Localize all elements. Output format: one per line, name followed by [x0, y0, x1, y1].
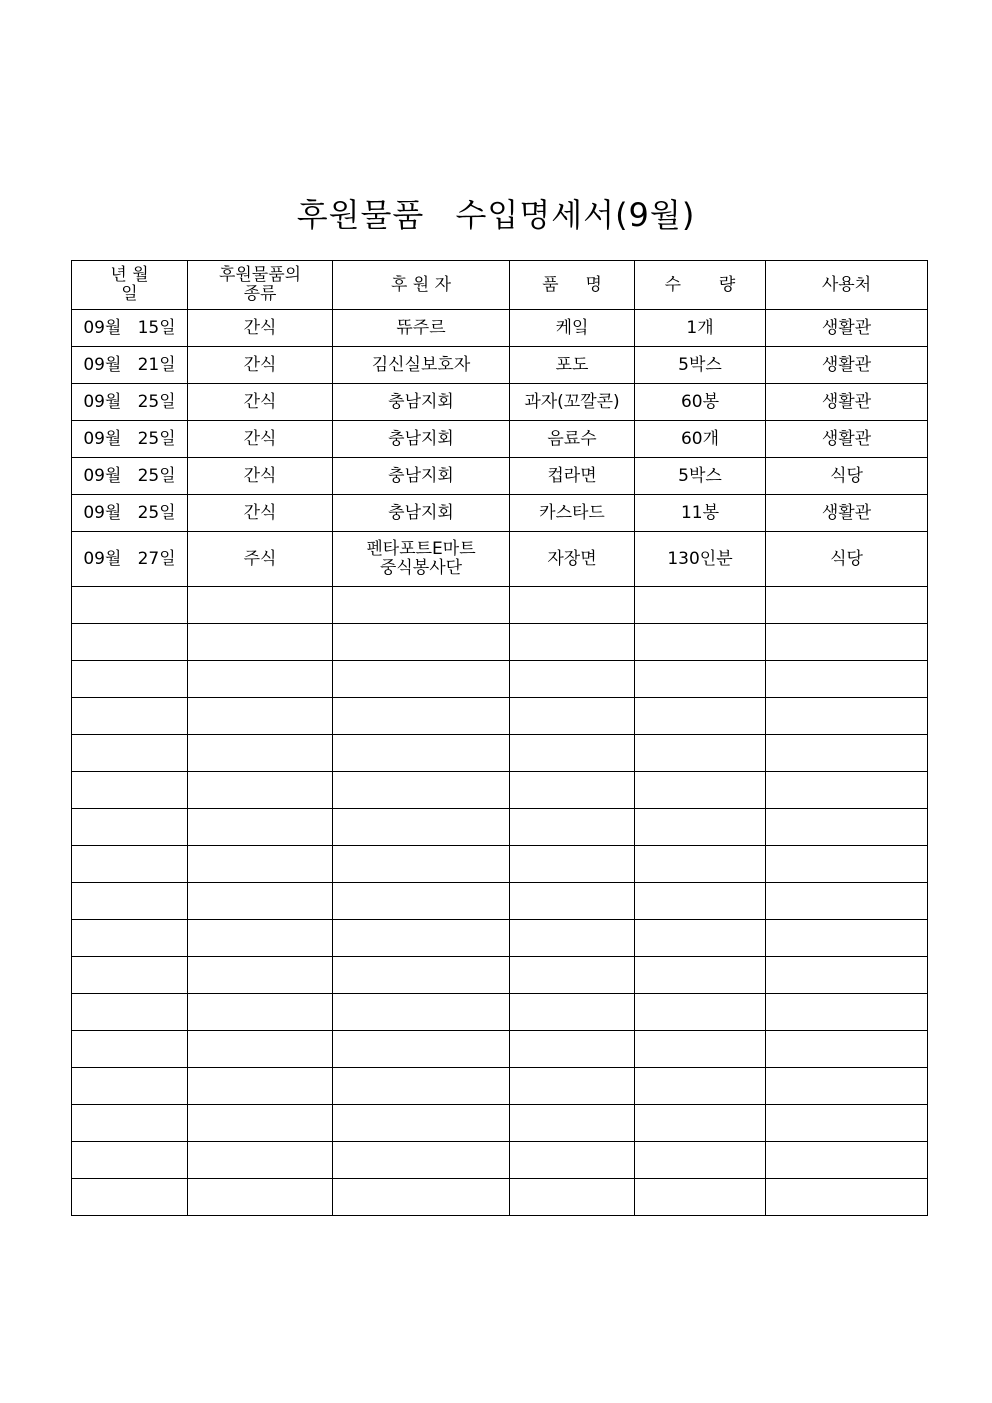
empty-cell — [188, 957, 333, 994]
empty-cell — [333, 809, 510, 846]
empty-cell — [766, 1068, 928, 1105]
item-type-cell: 간식 — [188, 458, 333, 495]
usage-cell: 생활관 — [766, 421, 928, 458]
donation-ledger-table — [71, 260, 928, 1216]
empty-cell — [188, 883, 333, 920]
empty-table-row — [72, 587, 928, 624]
quantity-cell: 5박스 — [635, 347, 766, 384]
empty-cell — [635, 1179, 766, 1216]
quantity-cell: 130인분 — [635, 532, 766, 587]
empty-cell — [188, 661, 333, 698]
date-cell: 09월 25일 — [72, 495, 188, 532]
empty-cell — [333, 1105, 510, 1142]
empty-cell — [766, 698, 928, 735]
empty-cell — [635, 957, 766, 994]
empty-cell — [510, 1105, 635, 1142]
empty-cell — [766, 957, 928, 994]
table-row — [72, 347, 928, 384]
empty-cell — [510, 1142, 635, 1179]
empty-cell — [510, 661, 635, 698]
item-type-cell: 간식 — [188, 310, 333, 347]
empty-cell — [72, 772, 188, 809]
empty-cell — [188, 1142, 333, 1179]
empty-table-row — [72, 846, 928, 883]
empty-table-row — [72, 1068, 928, 1105]
empty-cell — [766, 846, 928, 883]
date-cell: 09월 15일 — [72, 310, 188, 347]
empty-cell — [766, 1179, 928, 1216]
empty-cell — [72, 809, 188, 846]
empty-cell — [72, 1105, 188, 1142]
empty-cell — [188, 994, 333, 1031]
empty-cell — [766, 735, 928, 772]
empty-cell — [333, 735, 510, 772]
usage-cell: 식당 — [766, 532, 928, 587]
usage-cell: 생활관 — [766, 384, 928, 421]
empty-cell — [510, 809, 635, 846]
empty-cell — [72, 1142, 188, 1179]
empty-table-row — [72, 735, 928, 772]
usage-cell: 생활관 — [766, 347, 928, 384]
empty-cell — [766, 661, 928, 698]
header-row — [72, 261, 928, 310]
empty-cell — [510, 994, 635, 1031]
empty-table-row — [72, 957, 928, 994]
empty-cell — [635, 920, 766, 957]
item-type-cell: 주식 — [188, 532, 333, 587]
header-date: 년 월 일 — [72, 261, 188, 310]
empty-cell — [333, 883, 510, 920]
empty-table-row — [72, 1105, 928, 1142]
donor-cell: 충남지회 — [333, 421, 510, 458]
empty-cell — [188, 809, 333, 846]
empty-cell — [635, 1031, 766, 1068]
empty-cell — [510, 1068, 635, 1105]
empty-cell — [510, 1031, 635, 1068]
item-name-cell: 포도 — [510, 347, 635, 384]
empty-cell — [333, 1031, 510, 1068]
empty-table-row — [72, 661, 928, 698]
empty-cell — [510, 957, 635, 994]
empty-table-row — [72, 883, 928, 920]
donor-cell: 충남지회 — [333, 495, 510, 532]
empty-table-row — [72, 772, 928, 809]
empty-cell — [333, 920, 510, 957]
empty-cell — [510, 735, 635, 772]
empty-table-row — [72, 1031, 928, 1068]
empty-cell — [766, 1105, 928, 1142]
empty-cell — [188, 920, 333, 957]
empty-cell — [333, 957, 510, 994]
table-row — [72, 495, 928, 532]
item-type-cell: 간식 — [188, 421, 333, 458]
empty-cell — [333, 624, 510, 661]
empty-cell — [510, 624, 635, 661]
empty-cell — [510, 587, 635, 624]
item-name-cell: 과자(꼬깔콘) — [510, 384, 635, 421]
empty-cell — [510, 920, 635, 957]
empty-table-row — [72, 920, 928, 957]
header-item-name: 품 명 — [510, 261, 635, 310]
empty-cell — [766, 809, 928, 846]
item-type-cell: 간식 — [188, 495, 333, 532]
empty-cell — [333, 587, 510, 624]
empty-cell — [635, 698, 766, 735]
empty-cell — [188, 1068, 333, 1105]
date-cell: 09월 25일 — [72, 421, 188, 458]
empty-cell — [766, 1031, 928, 1068]
table-row — [72, 532, 928, 587]
date-cell: 09월 27일 — [72, 532, 188, 587]
item-name-cell: 컵라면 — [510, 458, 635, 495]
item-name-cell: 케잌 — [510, 310, 635, 347]
ledger-body — [72, 310, 928, 1216]
empty-cell — [72, 587, 188, 624]
empty-cell — [510, 698, 635, 735]
empty-cell — [635, 1142, 766, 1179]
quantity-cell: 5박스 — [635, 458, 766, 495]
empty-table-row — [72, 1179, 928, 1216]
header-usage: 사용처 — [766, 261, 928, 310]
empty-cell — [766, 920, 928, 957]
empty-cell — [188, 846, 333, 883]
empty-cell — [72, 698, 188, 735]
empty-cell — [635, 883, 766, 920]
donor-cell: 충남지회 — [333, 458, 510, 495]
empty-cell — [333, 994, 510, 1031]
empty-cell — [766, 772, 928, 809]
empty-cell — [766, 587, 928, 624]
donor-cell: 뜌주르 — [333, 310, 510, 347]
empty-cell — [188, 1031, 333, 1068]
empty-cell — [72, 846, 188, 883]
item-name-cell: 카스타드 — [510, 495, 635, 532]
empty-cell — [72, 920, 188, 957]
item-name-cell: 음료수 — [510, 421, 635, 458]
empty-cell — [72, 624, 188, 661]
empty-cell — [766, 883, 928, 920]
quantity-cell: 60개 — [635, 421, 766, 458]
donor-cell: 김신실보호자 — [333, 347, 510, 384]
empty-cell — [635, 772, 766, 809]
empty-table-row — [72, 809, 928, 846]
empty-cell — [766, 1142, 928, 1179]
empty-cell — [188, 587, 333, 624]
table-row — [72, 421, 928, 458]
empty-cell — [333, 846, 510, 883]
empty-cell — [333, 1142, 510, 1179]
usage-cell: 생활관 — [766, 495, 928, 532]
empty-cell — [635, 661, 766, 698]
empty-table-row — [72, 994, 928, 1031]
date-cell: 09월 25일 — [72, 384, 188, 421]
empty-cell — [333, 772, 510, 809]
empty-cell — [635, 994, 766, 1031]
empty-table-row — [72, 624, 928, 661]
item-type-cell: 간식 — [188, 347, 333, 384]
page-title: 후원물품 수입명세서(9월) — [296, 196, 696, 234]
empty-cell — [188, 1105, 333, 1142]
empty-cell — [635, 1068, 766, 1105]
empty-cell — [72, 1179, 188, 1216]
empty-cell — [510, 883, 635, 920]
empty-cell — [333, 1179, 510, 1216]
donor-cell: 펜타포트E마트 중식봉사단 — [333, 532, 510, 587]
empty-cell — [72, 1068, 188, 1105]
header-donor: 후 원 자 — [333, 261, 510, 310]
empty-table-row — [72, 1142, 928, 1179]
empty-cell — [188, 1179, 333, 1216]
empty-cell — [188, 698, 333, 735]
empty-cell — [72, 994, 188, 1031]
empty-cell — [72, 957, 188, 994]
table-row — [72, 458, 928, 495]
empty-table-row — [72, 698, 928, 735]
quantity-cell: 60봉 — [635, 384, 766, 421]
empty-cell — [510, 846, 635, 883]
empty-cell — [188, 735, 333, 772]
empty-cell — [766, 994, 928, 1031]
empty-cell — [333, 1068, 510, 1105]
quantity-cell: 11봉 — [635, 495, 766, 532]
table-row — [72, 310, 928, 347]
header-quantity: 수 량 — [635, 261, 766, 310]
empty-cell — [72, 735, 188, 772]
empty-cell — [635, 587, 766, 624]
empty-cell — [635, 735, 766, 772]
date-cell: 09월 21일 — [72, 347, 188, 384]
empty-cell — [188, 624, 333, 661]
empty-cell — [72, 883, 188, 920]
usage-cell: 생활관 — [766, 310, 928, 347]
empty-cell — [72, 661, 188, 698]
item-name-cell: 자장면 — [510, 532, 635, 587]
quantity-cell: 1개 — [635, 310, 766, 347]
empty-cell — [188, 772, 333, 809]
table-row — [72, 384, 928, 421]
empty-cell — [333, 661, 510, 698]
usage-cell: 식당 — [766, 458, 928, 495]
empty-cell — [766, 624, 928, 661]
date-cell: 09월 25일 — [72, 458, 188, 495]
donor-cell: 충남지회 — [333, 384, 510, 421]
empty-cell — [510, 1179, 635, 1216]
empty-cell — [72, 1031, 188, 1068]
header-item-type: 후원물품의 종류 — [188, 261, 333, 310]
empty-cell — [635, 846, 766, 883]
empty-cell — [635, 1105, 766, 1142]
empty-cell — [635, 809, 766, 846]
item-type-cell: 간식 — [188, 384, 333, 421]
empty-cell — [333, 698, 510, 735]
empty-cell — [510, 772, 635, 809]
empty-cell — [635, 624, 766, 661]
